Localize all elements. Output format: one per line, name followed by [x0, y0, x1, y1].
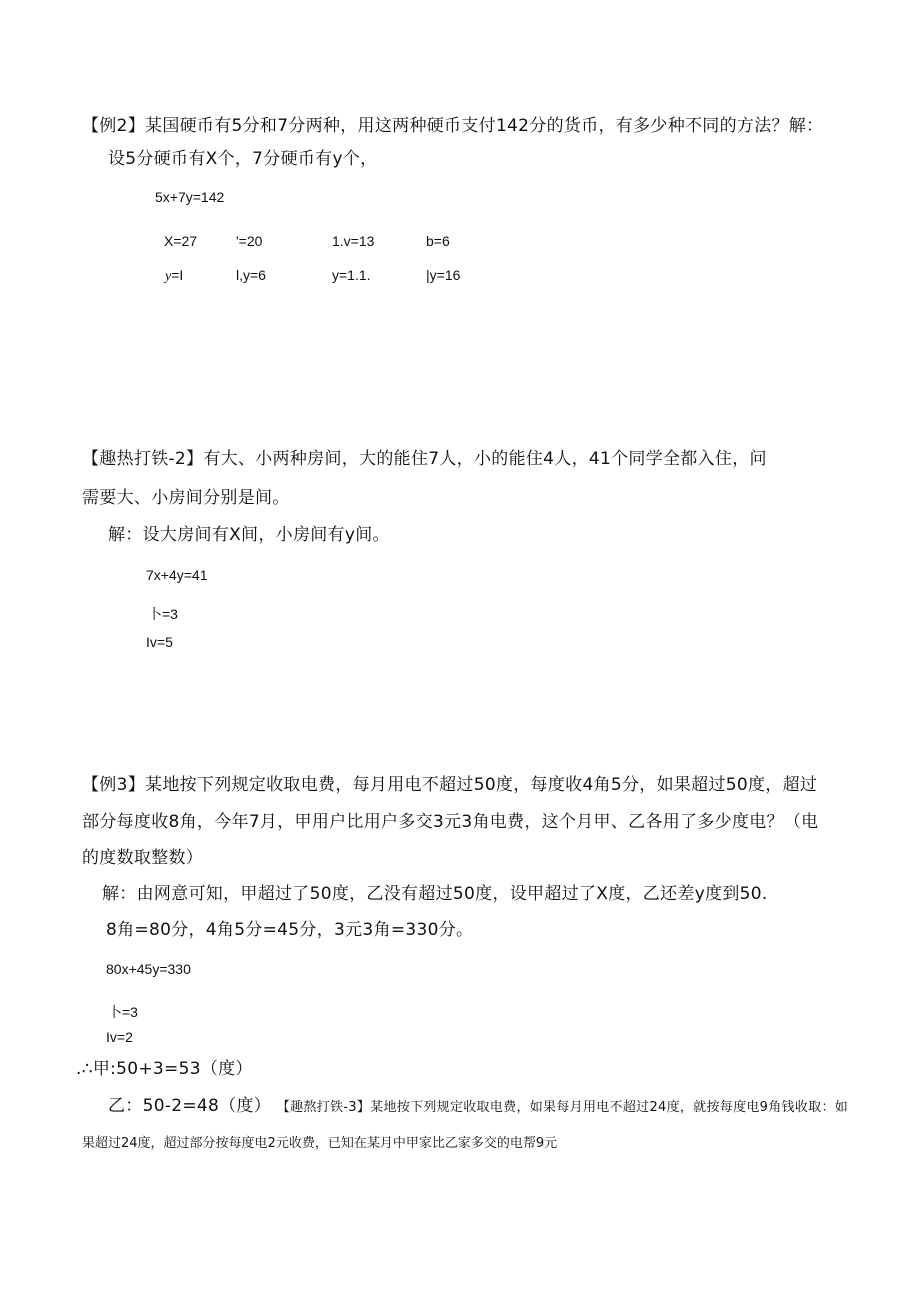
example3-equation: 80x+45y=330 [106, 961, 191, 977]
example2-solution-1b-rest: =I [171, 267, 184, 283]
example3-line4: 解：由网意可知，甲超过了50度，乙没有超过50度，设甲超过了X度，乙还差y度到50. [102, 884, 768, 904]
example2-solution-1b [165, 268, 183, 284]
example2-solution-3a: 1.v=13 [332, 233, 375, 249]
example2-solution-2b: l,y=6 [236, 267, 266, 283]
example2-line2: 设5分硬币有X个，7分硬币有y个， [108, 149, 378, 169]
example2-solution-1a: X=27 [164, 233, 198, 249]
example3-line3: 的度数取整数） [82, 848, 204, 868]
example2-solution-3b: y=1.1. [332, 267, 371, 283]
example2-solution-1b-var: y [165, 269, 172, 284]
example3-solution-y: Iv=2 [106, 1029, 133, 1045]
example2-solution-4a: b=6 [426, 233, 450, 249]
example2-solution-2a: '=20 [236, 233, 263, 249]
example3-result-yi: 乙：50-2=48（度） [108, 1096, 272, 1116]
example3-line2: 部分每度收8角，今年7月，甲用户比用户多交3元3角电费，这个月甲、乙各用了多少度电？（电 [82, 812, 819, 832]
practice3-line2: 果超过24度，超过部分按每度电2元收费，已知在某月中甲家比乙家多交的电帮9元 [82, 1136, 558, 1151]
practice2-line2: 需要大、小房间分别是间。 [82, 488, 290, 508]
example2-line1: 【例2】某国硬币有5分和7分两种，用这两种硬币支付142分的货币，有多少种不同的方法？解： [82, 116, 824, 136]
example3-line5: 8角=80分，4角5分=45分，3元3角=330分。 [106, 920, 474, 940]
practice2-equation: 7x+4y=41 [146, 567, 208, 583]
practice2-line1: 【趣热打铁-2】有大、小两种房间，大的能住7人，小的能住4人，41个同学全都入住，问 [82, 449, 767, 469]
example3-solution-x: 卜=3 [108, 1004, 138, 1020]
practice3-line1: 【趣熬打铁-3】某地按下列规定收取电费，如果每月用电不超过24度，就按每度电9角钱收取：如 [276, 1100, 849, 1115]
example2-solution-4b: |y=16 [426, 267, 461, 283]
practice2-solution-x: 卜=3 [148, 606, 178, 622]
practice2-line3: 解：设大房间有X间，小房间有y间。 [108, 525, 390, 545]
example3-result-yi-line [108, 1098, 848, 1115]
practice2-solution-y: Iv=5 [146, 634, 173, 650]
example2-equation: 5x+7y=142 [155, 189, 225, 205]
example3-result-jia: .∴甲:50+3=53（度） [76, 1059, 253, 1079]
example3-line1: 【例3】某地按下列规定收取电费，每月用电不超过50度，每度收4角5分，如果超过50度，超过 [82, 775, 818, 795]
